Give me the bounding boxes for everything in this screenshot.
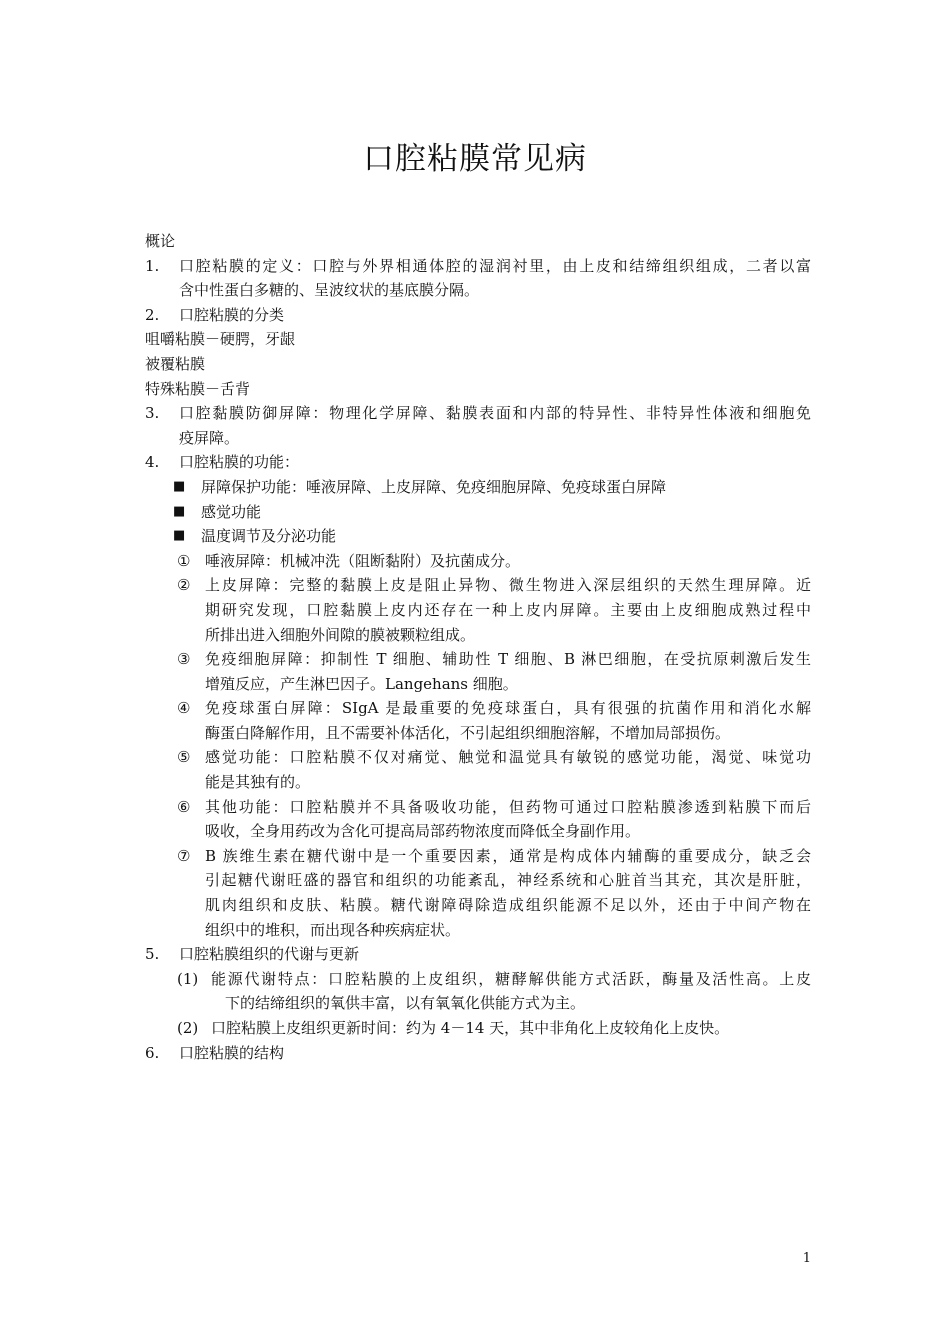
text-line <box>145 377 811 402</box>
text-line <box>145 647 811 672</box>
list-marker: ■ <box>173 478 186 494</box>
list-marker: ④ <box>177 699 191 718</box>
line-text: 其他功能：口腔粘膜并不具备吸收功能，但药物可通过口腔粘膜渗透到粘膜下而后 <box>205 797 811 816</box>
text-line <box>145 868 811 893</box>
list-marker: ■ <box>173 503 186 519</box>
list-marker: ② <box>177 576 191 595</box>
text-line <box>145 352 811 377</box>
line-text: 口腔粘膜上皮组织更新时间：约为 4－14 天，其中非角化上皮较角化上皮快。 <box>211 1019 730 1037</box>
text-line <box>145 696 811 721</box>
text-line <box>145 327 811 352</box>
text-line <box>145 524 811 549</box>
text-line <box>145 500 811 525</box>
list-marker: ■ <box>173 528 186 544</box>
line-text: 疫屏障。 <box>179 428 240 447</box>
text-line <box>145 401 811 426</box>
list-marker: 4. <box>145 453 160 472</box>
list-marker: 1. <box>145 256 160 275</box>
line-text: 期研究发现，口腔黏膜上皮内还存在一种上皮内屏障。主要由上皮细胞成熟过程中 <box>205 600 811 619</box>
line-text: 所排出进入细胞外间隙的膜被颗粒组成。 <box>205 625 476 644</box>
line-text: 口腔粘膜组织的代谢与更新 <box>179 945 360 964</box>
text-line <box>145 303 811 328</box>
list-marker: 3. <box>145 404 160 423</box>
line-text: 口腔粘膜的功能： <box>179 453 300 472</box>
text-line <box>145 623 811 648</box>
text-line <box>145 942 811 967</box>
line-text: 含中性蛋白多糖的、呈波纹状的基底膜分隔。 <box>179 281 480 300</box>
text-line <box>145 672 811 697</box>
line-text: 被覆粘膜 <box>145 354 206 373</box>
line-text: 特殊粘膜－舌背 <box>145 379 251 398</box>
line-text: 能源代谢特点：口腔粘膜的上皮组织，糖酵解供能方式活跃，酶量及活性高。上皮 <box>211 969 811 988</box>
list-marker: ① <box>177 551 191 570</box>
text-line <box>145 598 811 623</box>
line-text: 唾液屏障：机械冲洗（阻断黏附）及抗菌成分。 <box>205 551 521 570</box>
text-line <box>145 770 811 795</box>
page-number: 1 <box>802 1251 811 1266</box>
text-line <box>145 918 811 943</box>
list-marker: ③ <box>177 650 191 669</box>
text-line <box>145 573 811 598</box>
text-line <box>145 549 811 574</box>
line-text: 能是其独有的。 <box>205 773 311 792</box>
text-line <box>145 819 811 844</box>
line-text: 下的结缔组织的氧供丰富，以有氧氧化供能方式为主。 <box>225 994 586 1013</box>
line-text: 上皮屏障：完整的黏膜上皮是阻止异物、微生物进入深层组织的天然生理屏障。近 <box>205 576 811 595</box>
text-line <box>145 229 811 254</box>
line-text: 温度调节及分泌功能 <box>201 527 337 546</box>
line-text: 口腔粘膜的结构 <box>179 1043 285 1062</box>
list-marker: 2. <box>145 305 160 324</box>
line-text: 组织中的堆积，而出现各种疾病症状。 <box>205 920 461 939</box>
line-text: 概论 <box>145 232 176 250</box>
list-marker: 6. <box>145 1043 160 1062</box>
text-line <box>145 1016 811 1041</box>
line-text: 屏障保护功能：唾液屏障、上皮屏障、免疫细胞屏障、免疫球蛋白屏障 <box>201 477 667 496</box>
list-marker: ⑤ <box>177 748 191 767</box>
line-text: 免疫细胞屏障：抑制性 T 细胞、辅助性 T 细胞、B 淋巴细胞，在受抗原刺激后发生 <box>205 650 811 669</box>
line-text: 口腔粘膜的分类 <box>179 305 285 324</box>
list-marker: ⑦ <box>177 846 191 865</box>
list-marker: 5. <box>145 945 160 964</box>
text-line <box>145 991 811 1016</box>
text-line <box>145 475 811 500</box>
line-text: 酶蛋白降解作用，且不需要补体活化，不引起组织细胞溶解，不增加局部损伤。 <box>205 723 731 742</box>
line-text: 引起糖代谢旺盛的器官和组织的功能紊乱，神经系统和心脏首当其充，其次是肝脏， <box>205 871 811 890</box>
list-marker: (2) <box>177 1019 199 1037</box>
line-text: 感觉功能：口腔粘膜不仅对痛觉、触觉和温觉具有敏锐的感觉功能，渴觉、味觉功 <box>205 748 811 767</box>
list-marker: ⑥ <box>177 797 191 816</box>
text-line <box>145 1041 811 1066</box>
text-line <box>145 278 811 303</box>
line-text: 感觉功能 <box>201 502 262 521</box>
text-line <box>145 795 811 820</box>
text-line <box>145 721 811 746</box>
line-text: 肌肉组织和皮肤、粘膜。糖代谢障碍除造成组织能源不足以外，还由于中间产物在 <box>205 896 811 915</box>
line-text: 口腔粘膜的定义：口腔与外界相通体腔的湿润衬里，由上皮和结缔组织组成，二者以富 <box>179 256 811 275</box>
line-text: 吸收，全身用药改为含化可提高局部药物浓度而降低全身副作用。 <box>205 822 641 841</box>
list-marker: (1) <box>177 969 199 988</box>
line-text: B 族维生素在糖代谢中是一个重要因素，通常是构成体内辅酶的重要成分，缺乏会 <box>205 846 811 865</box>
page-title: 口腔粘膜常见病 <box>363 141 587 177</box>
text-line <box>145 426 811 451</box>
text-line <box>145 254 811 279</box>
line-text: 咀嚼粘膜－硬腭，牙龈 <box>145 330 296 349</box>
line-text: 增殖反应，产生淋巴因子。Langehans 细胞。 <box>205 674 518 693</box>
document-body <box>145 229 811 1065</box>
line-text: 口腔黏膜防御屏障：物理化学屏障、黏膜表面和内部的特异性、非特异性体液和细胞免 <box>179 404 811 423</box>
text-line <box>145 893 811 918</box>
text-line <box>145 844 811 869</box>
text-line <box>145 745 811 770</box>
text-line <box>145 967 811 992</box>
text-line <box>145 450 811 475</box>
line-text: 免疫球蛋白屏障：SIgA 是最重要的免疫球蛋白，具有很强的抗菌作用和消化水解 <box>205 699 811 718</box>
